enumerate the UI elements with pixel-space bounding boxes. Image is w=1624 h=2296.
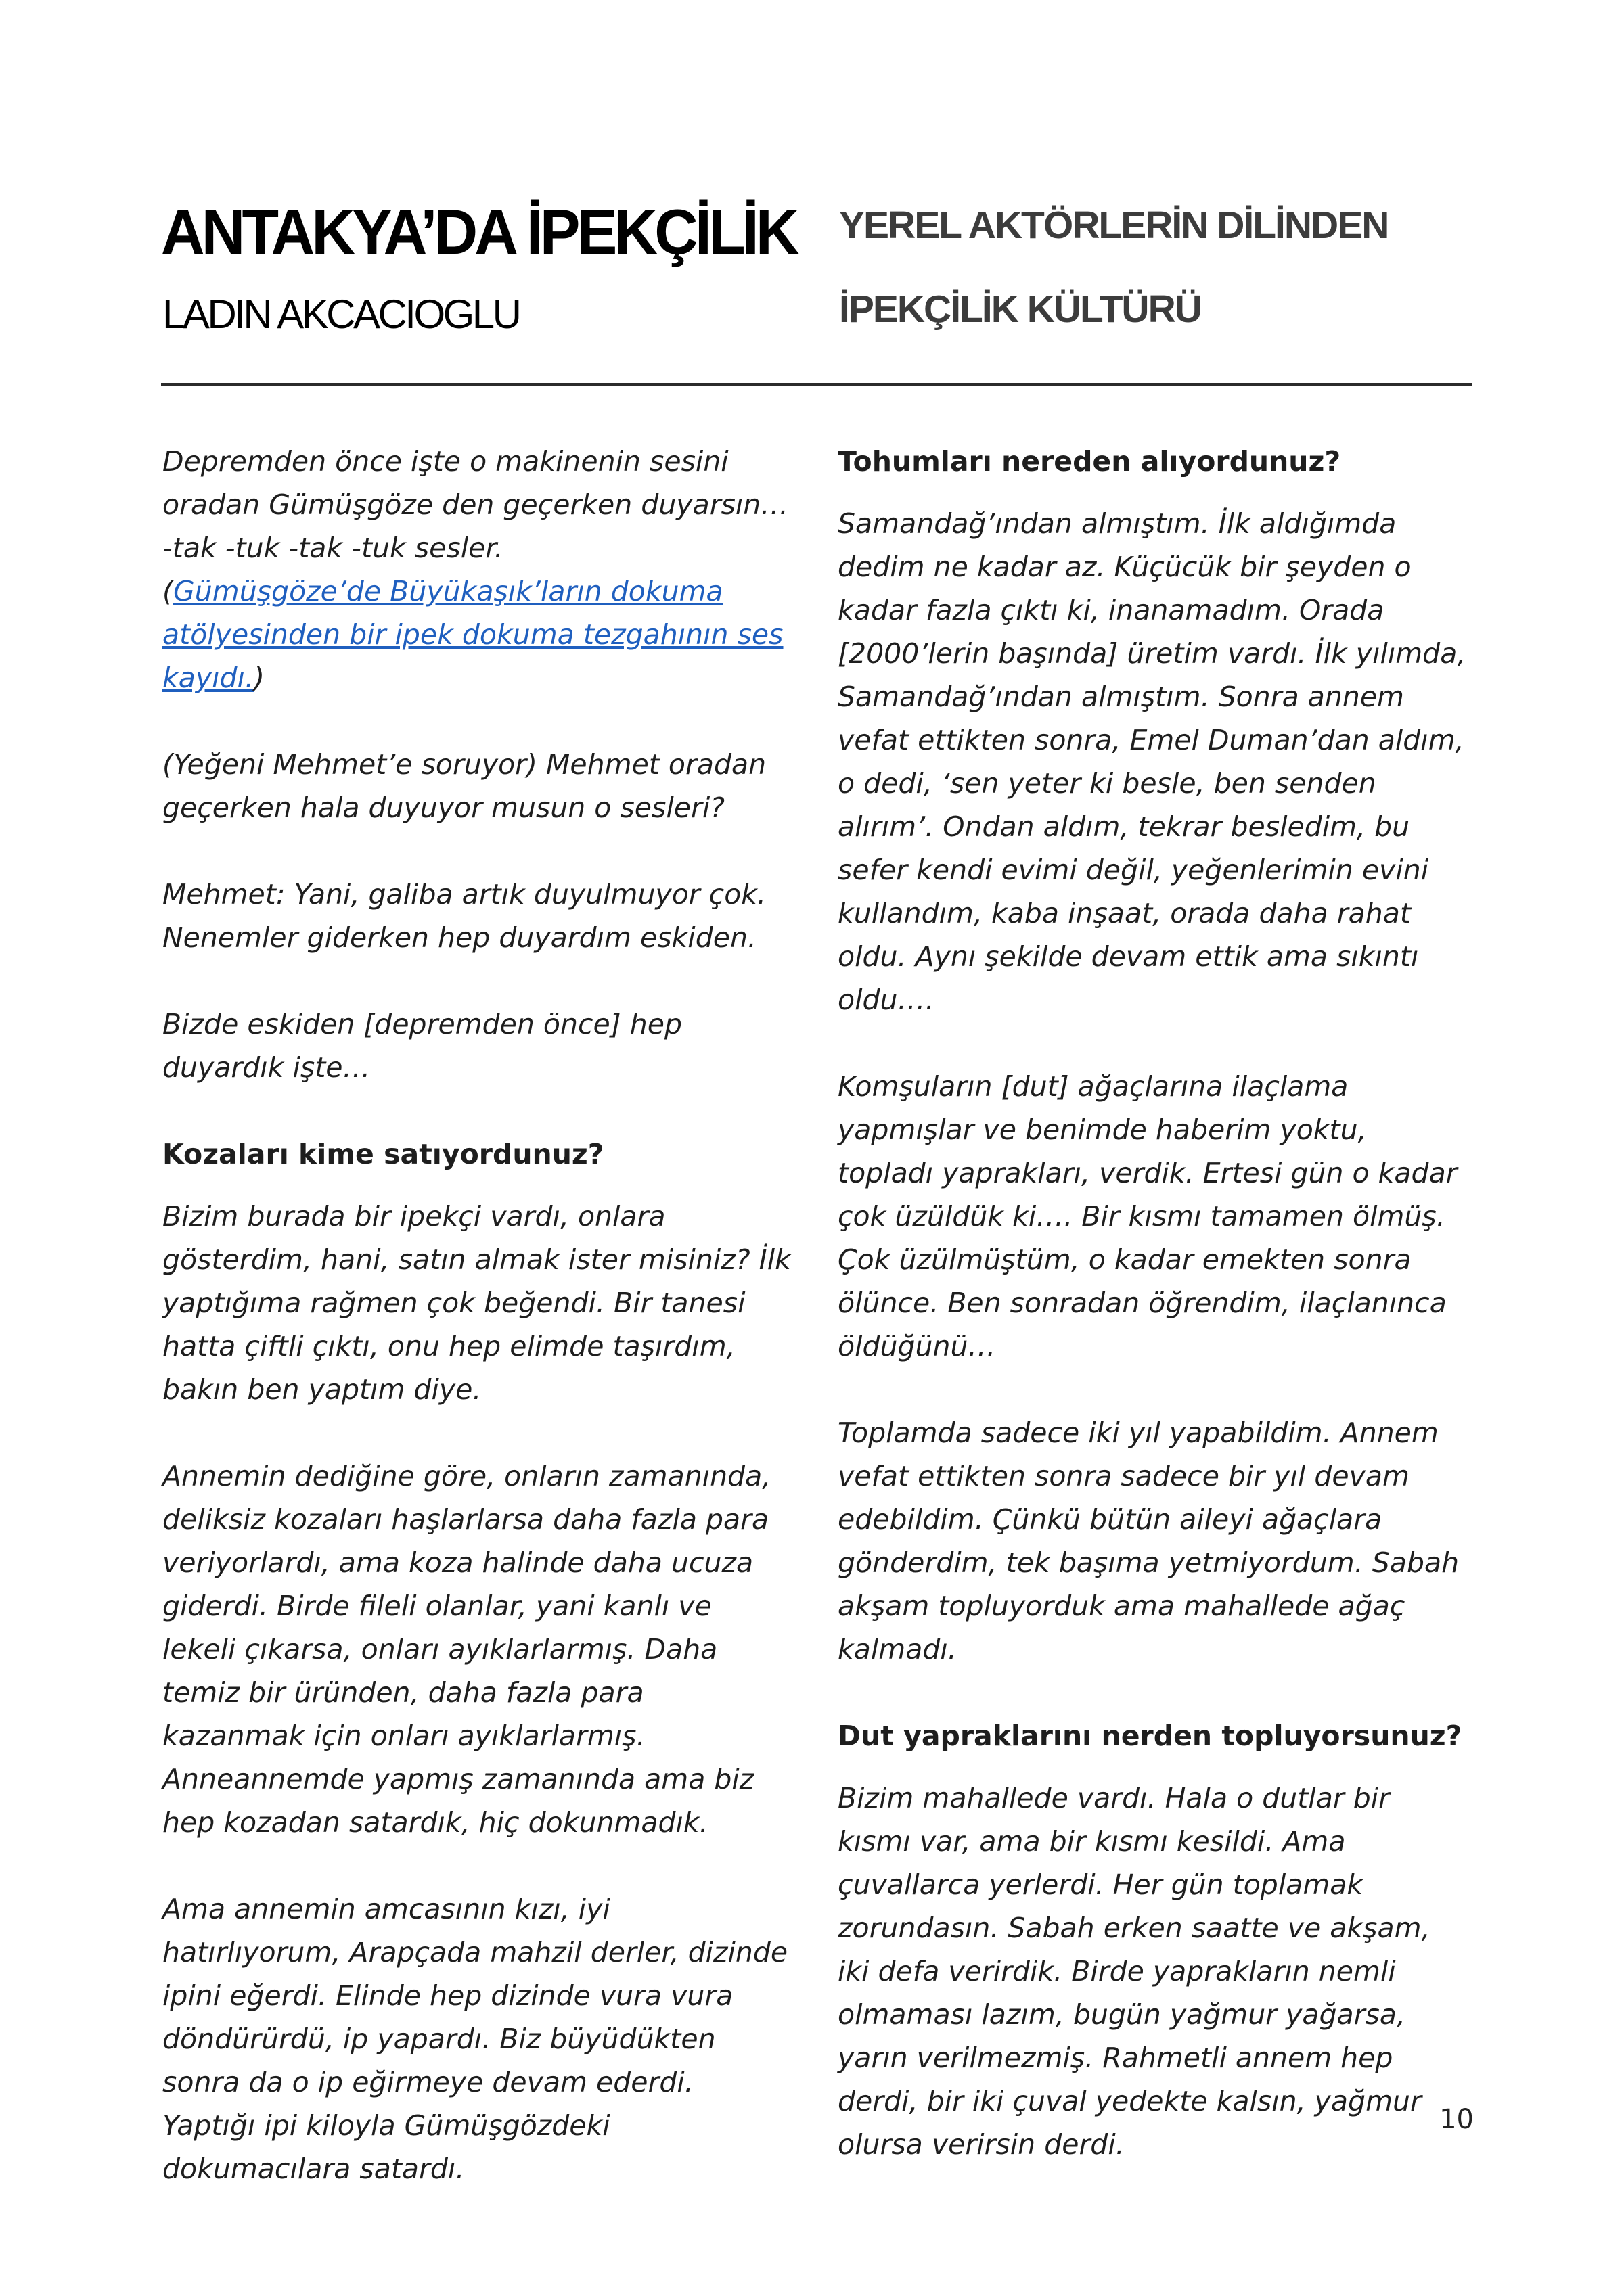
- link-paren-close: ): [253, 662, 265, 694]
- section-subtitle-line-1: YEREL AKTÖRLERİN DİLİNDEN: [839, 204, 1389, 247]
- paragraph-two-years: Toplamda sadece iki yıl yapabildim. Annem vefat ettikten sonra sadece bir yıl devam edebildim. Çünkü bütün aileyi ağaçlara gönderdim, tek başıma yetmiyordum. Sabah akşam topluyorduk ama mahallede ağaç kalmadı.: [838, 1417, 1460, 1666]
- paragraph-pesticide: Komşuların [dut] ağaçlarına ilaçlama yapmışlar ve benimde haberim yoktu, topladı yaprakları, verdik. Ertesi gün o kadar çok üzüldük ki…. Bir kısmı tamamen ölmüş. Çok üzülmüştüm, o kadar emekten sonra ölünce. Ben sonradan öğrendim, ilaçlanınca öldüğünü…: [838, 1070, 1458, 1362]
- right-column: [838, 440, 1467, 2209]
- paragraph-silk-buyer: Bizim burada bir ipekçi vardı, onlara gösterdim, hani, satın almak ister misiniz? İlk yaptığıma rağmen çok beğendi. Bir tanesi hatta çiftli çıktı, onu hep elimde taşırdım, bakın ben yaptım diye.: [162, 1200, 791, 1406]
- paragraph-text: Depremden önce işte o makinenin sesini oradan Gümüşgöze den geçerken duyarsın… -tak -tuk -tak -tuk sesler.: [162, 445, 789, 564]
- paragraph-mehmet-answer: Mehmet: Yani, galiba artık duyulmuyor çok. Nenemler giderken hep duyardım eskiden.: [162, 878, 767, 954]
- interview-question: Tohumları nereden alıyordunuz?: [838, 445, 1341, 478]
- paragraph-loom-sound: [162, 440, 792, 699]
- document-title: ANTAKYA’DA İPEKÇİLİK: [161, 196, 796, 267]
- interview-question: Dut yapraklarını nerden topluyorsunuz?: [838, 1720, 1462, 1752]
- paragraph-before-earthquake: Bizde eskiden [depremden önce] hep duyardık işte…: [162, 1008, 682, 1084]
- section-subtitle-line-2: İPEKÇİLİK KÜLTÜRÜ: [839, 288, 1201, 331]
- paragraph-cocoon-sorting: Annemin dediğine göre, onların zamanında, deliksiz kozaları haşlarlarsa daha fazla para veriyorlardı, ama koza halinde daha ucuza giderdi. Birde fileli olanlar, yani kanlı ve lekeli çıkarsa, onları ayıklarlarmış. Daha temiz bir üründen, daha fazla para kazanmak için onları ayıklarlarmış. Anneannemde yapmış zamanında ama biz hep kozadan satardık, hiç dokunmadık.: [162, 1460, 771, 1839]
- paragraph-spinning: Ama annemin amcasının kızı, iyi hatırlıyorum, Arapçada mahzil derler, dizinde ipini eğerdi. Elinde hep dizinde vura vura döndürürdü, ip yapardı. Biz büyüdükten sonra da o ip eğirmeye devam ederdi. Yaptığı ipi kiloyla Gümüşgözdeki dokumacılara satardı.: [162, 1893, 788, 2185]
- link-paren-open: (: [162, 575, 173, 607]
- author-name: LADIN AKCACIOGLU: [162, 292, 520, 337]
- page-number: 10: [1439, 2104, 1474, 2135]
- audio-recording-link[interactable]: Gümüşgöze’de Büyükaşık’ların dokuma atölyesinden bir ipek dokuma tezgahının ses kayıdı.: [162, 575, 784, 694]
- paragraph-question-mehmet: (Yeğeni Mehmet’e soruyor) Mehmet oradan geçerken hala duyuyor musun o sesleri?: [162, 748, 767, 824]
- paragraph-seeds: Samandağ’ından almıştım. İlk aldığımda dedim ne kadar az. Küçücük bir şeyden o kadar fazla çıktı ki, inanamadım. Orada [2000’lerin başında] üretim vardı. İlk yılımda, Samandağ’ından almıştım. Sonra annem vefat ettikten sonra, Emel Duman’dan aldım, o dedi, ‘sen yeter ki besle, ben senden alırım’. Ondan aldım, tekrar besledim, bu sefer kendi evimi değil, yeğenlerimin evini kullandım, kaba inşaat, orada daha rahat oldu. Aynı şekilde devam ettik ama sıkıntı oldu….: [838, 507, 1466, 1016]
- left-column: [162, 440, 792, 2234]
- interview-question: Kozaları kime satıyordunuz?: [162, 1138, 604, 1170]
- header-divider: [161, 383, 1472, 386]
- paragraph-mulberry-leaves: Bizim mahallede vardı. Hala o dutlar bir kısmı var, ama bir kısmı kesildi. Ama çuvallarca yerlerdi. Her gün toplamak zorundasın. Sabah erken saatte ve akşam, iki defa verirdik. Birde yaprakların nemli olmaması lazım, bugün yağmur yağarsa, yarın verilmezmiş. Rahmetli annem hep derdi, bir iki çuval yedekte kalsın, yağmur olursa verirsin derdi.: [838, 1782, 1430, 2161]
